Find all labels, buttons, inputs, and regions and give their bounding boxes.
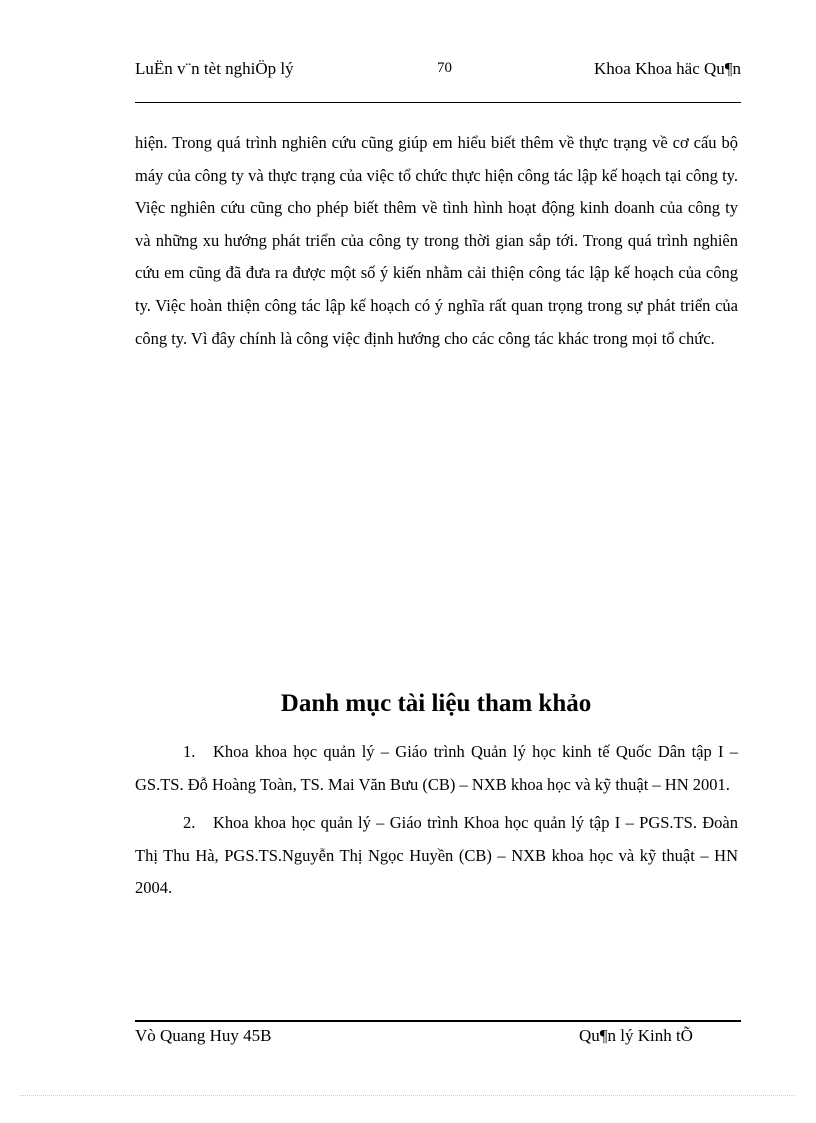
- footer-author: Vò Quang Huy 45B: [135, 1026, 272, 1045]
- reference-number: 1.: [183, 742, 196, 761]
- reference-text: Khoa khoa học quản lý – Giáo trình Quản lý học kinh tế Quốc Dân tập I – GS.TS. Đỗ Hoàng Toàn, TS. Mai Văn Bưu (CB) – NXB khoa học và kỹ thuật – HN 2001.: [135, 742, 738, 794]
- references-list: [135, 736, 738, 911]
- reference-number: 2.: [183, 813, 196, 833]
- reference-item: [135, 736, 738, 801]
- body-paragraph: hiện. Trong quá trình nghiên cứu cũng giúp em hiểu biết thêm về thực trạng về cơ cấu bộ máy của công ty và thực trạng của việc tổ chức thực hiện công tác lập kế hoạch tại công ty. Việc nghiên cứu cũng cho phép biết thêm về tình hình hoạt động kinh doanh của công ty và những xu hướng phát triển của công ty trong thời gian sắp tới. Trong quá trình nghiên cứu em cũng đã đưa ra được một số ý kiến nhằm cải thiện công tác lập kế hoạch của công ty. Việc hoàn thiện công tác lập kế hoạch có ý nghĩa rất quan trọng trong sự phát triển của công ty. Vì đây chính là công việc định hướng cho các công tác khác trong mọi tổ chức.: [135, 133, 738, 348]
- page-bottom-divider: [20, 1095, 796, 1096]
- footer-department: Qu¶n lý Kinh tÕ: [579, 1026, 693, 1045]
- header-left-text: LuËn v¨n tèt nghiÖp lý: [135, 59, 294, 78]
- header-right-text: Khoa Khoa häc Qu¶n: [594, 59, 741, 78]
- page-header: [135, 58, 741, 103]
- page-number: 70: [437, 60, 452, 76]
- reference-item: [135, 807, 738, 905]
- references-title: Danh mục tài liệu tham khảo: [280, 690, 592, 717]
- reference-text: Khoa khoa học quản lý – Giáo trình Khoa học quản lý tập I – PGS.TS. Đoàn Thị Thu Hà, PGS.TS.Nguyễn Thị Ngọc Huyền (CB) – NXB khoa học và kỹ thuật – HN 2004.: [135, 813, 738, 898]
- page-footer: [135, 1020, 741, 1045]
